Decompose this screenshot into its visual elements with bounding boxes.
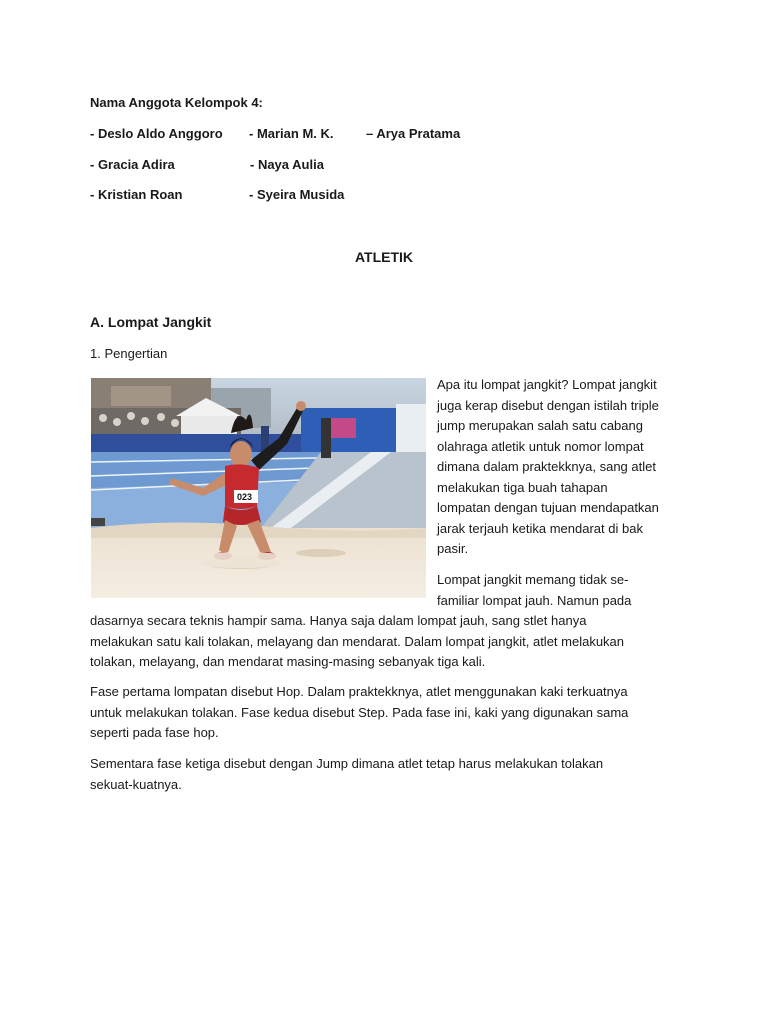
paragraph-comparison xyxy=(90,611,624,673)
paragraph-comparison-start xyxy=(437,570,631,611)
member-name: - Deslo Aldo Anggoro xyxy=(90,126,223,141)
document-title: ATLETIK xyxy=(354,249,414,265)
text-line: Apa itu lompat jangkit? Lompat jangkit xyxy=(437,377,657,392)
text-line: dimana dalam praktekknya, sang atlet xyxy=(437,459,656,474)
member-name: - Gracia Adira xyxy=(90,157,175,172)
member-name: - Kristian Roan xyxy=(90,187,183,202)
text-line: familiar lompat jauh. Namun pada xyxy=(437,592,632,608)
member-name: - Marian M. K. xyxy=(249,126,334,141)
member-name: - Syeira Musida xyxy=(249,187,345,202)
paragraph-jump-phase xyxy=(90,754,603,795)
text-line: tolakan, melayang, dan mendarat masing-masing sebanyak tiga kali. xyxy=(90,654,486,669)
text-line: untuk melakukan tolakan. Fase kedua disebut Step. Pada fase ini, kaki yang digunakan sama xyxy=(90,704,629,720)
text-line: Lompat jangkit memang tidak se- xyxy=(437,572,629,587)
athlete-photo xyxy=(91,378,426,598)
text-line: olahraga atletik untuk nomor lompat xyxy=(437,438,644,454)
athlete-bib-number: 023 xyxy=(237,492,253,502)
text-line: Sementara fase ketiga disebut dengan Jump dimana atlet tetap harus melakukan tolakan xyxy=(90,756,604,771)
text-line: jarak terjauh ketika mendarat di bak xyxy=(437,520,643,536)
paragraph-phases xyxy=(90,682,628,744)
text-line: pasir. xyxy=(437,541,469,556)
member-name: – Arya Pratama xyxy=(366,126,461,141)
text-line: dasarnya secara teknis hampir sama. Hanya saja dalam lompat jauh, sang stlet hanya xyxy=(90,613,587,628)
text-line: melakukan tiga buah tahapan xyxy=(437,479,608,495)
group-members-title: Nama Anggota Kelompok 4: xyxy=(90,95,263,110)
member-name: - Naya Aulia xyxy=(250,157,324,172)
text-line: lompatan dengan tujuan mendapatkan xyxy=(437,500,659,515)
subsection-heading: 1. Pengertian xyxy=(90,346,168,361)
athlete-landing-image xyxy=(91,378,426,598)
text-line: Fase pertama lompatan disebut Hop. Dalam praktekknya, atlet menggunakan kaki terkuatnya xyxy=(90,684,628,699)
text-line: sekuat-kuatnya. xyxy=(90,776,182,792)
text-line: melakukan satu kali tolakan, melayang dan mendarat. Dalam lompat jangkit, atlet melakukan xyxy=(90,633,625,649)
text-line: juga kerap disebut dengan istilah triple xyxy=(437,397,659,413)
text-line: seperti pada fase hop. xyxy=(90,725,219,740)
section-heading: A. Lompat Jangkit xyxy=(90,314,212,330)
paragraph-intro xyxy=(437,375,659,560)
text-line: jump merupakan salah satu cabang xyxy=(437,418,643,433)
